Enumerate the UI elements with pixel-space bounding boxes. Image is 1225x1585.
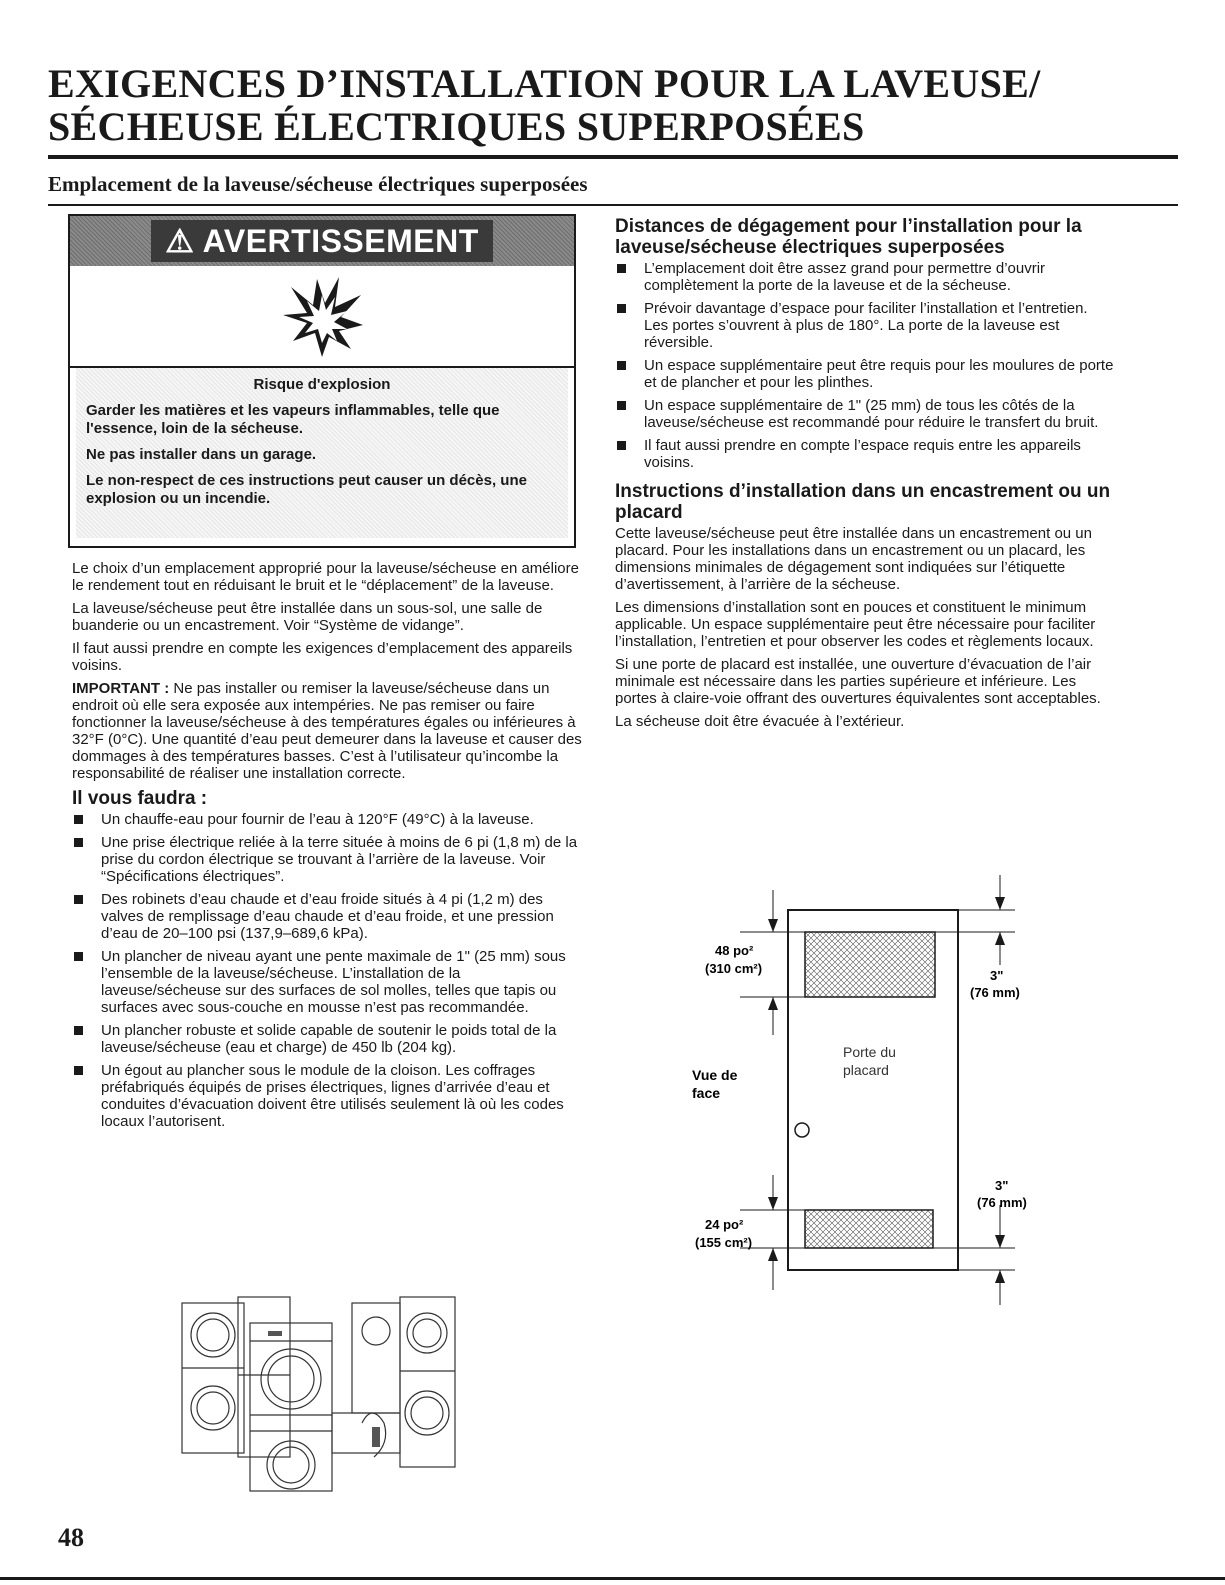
right-column [615, 216, 1115, 736]
important-label: IMPORTANT : [72, 680, 170, 697]
list-item: Un chauffe-eau pour fournir de l’eau à 120°F (49°C) à la laveuse. [72, 811, 582, 828]
warning-header-text: AVERTISSEMENT [202, 223, 479, 259]
list-item: L’emplacement doit être assez grand pour permettre d’ouvrir complètement la porte de la laveuse et de la sécheuse. [615, 260, 1115, 294]
list-item: Une prise électrique reliée à la terre située à moins de 6 pi (1,8 m) de la prise du cordon électrique se trouvant à l’arrière de la laveuse. Voir “Spécifications électriques”. [72, 834, 582, 885]
right-para-3: Si une porte de placard est installée, une ouverture d’évacuation de l’air minimale est nécessaire dans les parties supérieure et inférieure. Les portes à claire-voie offrant des ouvertures équivalentes sont acceptables. [615, 656, 1101, 707]
warning-box [68, 214, 576, 548]
right-para-2: Les dimensions d’installation sont en pouces et constituent le minimum applicable. Un espace supplémentaire peut être nécessaire pour faciliter l’installation, l’entretien et pour observer les codes et règlements locaux. [615, 599, 1096, 650]
section-subtitle: Emplacement de la laveuse/sécheuse électriques superposées [48, 172, 588, 196]
warning-header-label [151, 220, 493, 262]
list-item: Un espace supplémentaire de 1" (25 mm) de tous les côtés de la laveuse/sécheuse est recommandé pour réduire le transfert du bruit. [615, 397, 1115, 431]
list-item: Un égout au plancher sous le module de la cloison. Les coffrages préfabriqués équipés de prises électriques, lignes d’arrivée d’eau et conduites d’évacuation doivent être utilisés seulement là où les codes locaux l’autorisent. [72, 1062, 582, 1130]
page-number: 48 [58, 1523, 84, 1552]
needs-heading: Il vous faudra : [72, 788, 208, 809]
bottom-area-metric-label: (155 cm²) [695, 1235, 753, 1250]
warning-triangle-icon: ⚠ [165, 223, 195, 259]
subtitle-rule [48, 204, 1178, 206]
list-item: Un espace supplémentaire peut être requis pour les moulures de porte et de plancher et pour les plinthes. [615, 357, 1115, 391]
page-title-line-2: SÉCHEUSE ÉLECTRIQUES SUPERPOSÉES [48, 104, 865, 149]
top-vent [805, 932, 935, 997]
door-knob [795, 1123, 809, 1137]
top-area-label: 48 po² [715, 943, 754, 958]
list-item: Prévoir davantage d’espace pour faciliter l’installation et l’entretien. Les portes s’ouvrent à plus de 180°. La porte de la laveuse est réversible. [615, 300, 1115, 351]
important-text: Ne pas installer ou remiser la laveuse/sécheuse dans un endroit où elle sera exposée aux intempéries. Ne pas remiser ou faire fonctionner la laveuse/sécheuse à des températures égales ou inférieures à 32°F (0°C). Une quantité d’eau peut demeurer dans la laveuse et causer des dommages à des températures basses. C’est à l’utilisateur qu’incombe la responsabilité de réaliser une installation correcte. [72, 680, 582, 782]
door-label-line-1: Porte du [843, 1044, 896, 1060]
dim-bottom-label: 3" [995, 1178, 1009, 1193]
page-title-line-1: EXIGENCES D’INSTALLATION POUR LA LAVEUSE/ [48, 61, 1041, 106]
left-para-3: Il faut aussi prendre en compte les exigences d’emplacement des appareils voisins. [72, 640, 573, 674]
view-label-line-1: Vue de [692, 1067, 738, 1083]
left-para-1: Le choix d’un emplacement approprié pour la laveuse/sécheuse en améliore le rendement tout en réduisant le bruit et le “déplacement” de la laveuse. [72, 560, 579, 594]
dim-top-metric-label: (76 mm) [970, 985, 1020, 1000]
page-title [48, 62, 1178, 148]
bottom-area-label: 24 po² [705, 1217, 744, 1232]
warning-risk-title: Risque d'explosion [253, 376, 391, 393]
top-area-metric-label: (310 cm²) [705, 961, 763, 976]
closet-door-diagram [670, 875, 1070, 1325]
dim-top-label: 3" [990, 968, 1004, 983]
needs-list [72, 811, 582, 1130]
bottom-vent [805, 1210, 933, 1248]
warning-header [70, 216, 574, 266]
right-para-4: La sécheuse doit être évacuée à l’extérieur. [615, 713, 905, 730]
warning-line-1: Garder les matières et les vapeurs inflammables, telle que l'essence, loin de la sécheuse. [86, 402, 500, 437]
right-para-1: Cette laveuse/sécheuse peut être installée dans un encastrement ou un placard. Pour les installations dans un encastrement ou un placard, les dimensions minimales de dégagement sont indiquées sur l’étiquette d’avertissement, à l’arrière de la sécheuse. [615, 525, 1092, 593]
list-item: Il faut aussi prendre en compte l’espace requis entre les appareils voisins. [615, 437, 1115, 471]
bottom-rule [0, 1577, 1225, 1580]
view-label-line-2: face [692, 1085, 721, 1101]
list-item: Un plancher robuste et solide capable de soutenir le poids total de la laveuse/sécheuse (eau et charge) de 450 lb (204 kg). [72, 1022, 582, 1056]
title-rule [48, 155, 1178, 159]
dim-bottom-metric-label: (76 mm) [977, 1195, 1027, 1210]
important-note [72, 680, 582, 782]
left-para-2: La laveuse/sécheuse peut être installée dans un sous-sol, une salle de buanderie ou un encastrement. Voir “Système de vidange”. [72, 600, 543, 634]
clearance-heading: Distances de dégagement pour l’installation pour la laveuse/sécheuse électriques superposées [615, 216, 1082, 258]
warning-line-3: Le non-respect de ces instructions peut causer un décès, une explosion ou un incendie. [86, 472, 527, 507]
clearance-list [615, 260, 1115, 471]
left-column [72, 560, 582, 1136]
stacked-laundry-illustration [172, 1293, 462, 1493]
warning-line-2: Ne pas installer dans un garage. [86, 446, 317, 463]
list-item: Un plancher de niveau ayant une pente maximale de 1" (25 mm) sous l’ensemble de la laveuse/sécheuse. L’installation de la laveuse/sécheuse sur des surfaces de sol molles, telles que tapis ou surfaces avec sous-couche en mousse n’est pas recommandée. [72, 948, 582, 1016]
list-item: Des robinets d’eau chaude et d’eau froide situés à 4 pi (1,2 m) des valves de remplissage d’eau chaude et d’eau froide, et une pression d’eau de 20–100 psi (137,9–689,6 kPa). [72, 891, 582, 942]
door-label-line-2: placard [843, 1062, 889, 1078]
warning-body [76, 368, 568, 538]
explosion-icon [70, 266, 574, 368]
closet-heading: Instructions d’installation dans un encastrement ou un placard [615, 481, 1111, 523]
